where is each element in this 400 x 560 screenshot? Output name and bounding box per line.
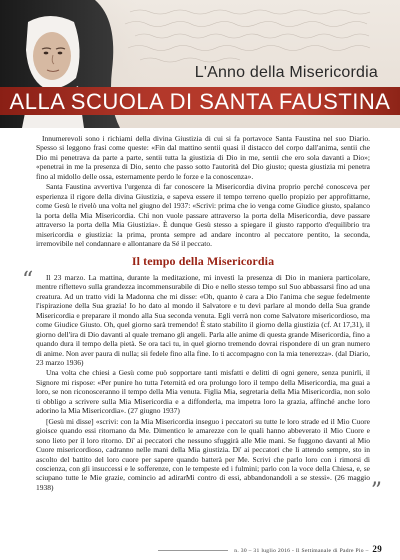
footer-rule xyxy=(158,550,228,551)
intro-paragraph-2: Santa Faustina avvertiva l'urgenza di far conoscere la Misericordia divina proprio perché conosceva per esperienza il rigore della divina Giustizia, e sapeva essere il tempo terreno quello propizio per approfittarne, come Gesù le rivelò una volta nel giugno del 1937: «Scrivi: prima che io venga come Giudice giusto, spalanco la porta della Mia Misericordia. Chi non vuole passare attraverso la porta della Misericordia, deve passare attraverso la porta della Mia Giustizia». È dunque Gesù stesso a spiegare il giusto rapporto d'equilibrio tra misericordia e giustizia: la prima, pronta sempre ad andare incontro al peccatore pentito, la seconda, irremovibile nel condannare e allontanare da Sé il peccato. xyxy=(36,182,370,248)
page-title: ALLA SCUOLA DI SANTA FAUSTINA xyxy=(9,89,391,114)
page-footer xyxy=(0,544,382,554)
article-body xyxy=(22,134,382,505)
open-quote-mark: “ xyxy=(22,267,34,293)
issue-info: n. 30 – 31 luglio 2016 - Il Settimanale di Padre Pio – xyxy=(234,548,369,554)
close-quote-mark: ” xyxy=(370,479,382,505)
quote-paragraph-2: Una volta che chiesi a Gesù come può sopportare tanti misfatti e delitti di ogni genere, senza punirli, il Signore mi rispose: «Per punire ho tutta l'eternità ed ora prolungo loro il tempo della Misericordia, ma guai a loro, se non riconosceranno il tempo della Mia venuta. Figlia Mia, segretaria della Mia Misericordia, non solo ti obbligo a scrivere sulla Mia Misericordia e a diffonderla, ma impetra loro la grazia, affinché anche loro adorino la Mia Misericordia». (27 giugno 1937) xyxy=(36,368,370,416)
section-heading: Il tempo della Misericordia xyxy=(131,254,275,269)
section-tagline: L'Anno della Misericordia xyxy=(194,64,378,81)
quote-block xyxy=(22,267,382,505)
quote-paragraph-3: [Gesù mi disse] «scrivi: con la Mia Misericordia inseguo i peccatori su tutte le loro strade ed il Mio Cuore gioisce quando essi ritornano da Me. Dimentico le amarezze con le quali hanno abbeverato il Mio Cuore e sono lieto per il loro ritorno. Di' ai peccatori che nessuno sfuggirà alle Mie mani. Se fuggono davanti al Mio Cuore misericordioso, cadranno nelle mani della Mia giustizia. Di' ai peccatori che li attendo sempre, sto in ascolto del battito del loro cuore per sapere quando batterà per Me. Scrivi che parlo loro con i rimorsi di coscienza, con gli insuccessi e le sofferenze, con le tempeste ed i fulmini; parlo con la voce della Chiesa, e, se sciupano tutte le Mie grazie, comincio ad adirarMi contro di essi, abbandonandoli a se stessi». (26 maggio 1938) xyxy=(36,416,370,492)
page-number: 29 xyxy=(372,544,382,554)
quote-paragraph-1: Il 23 marzo. La mattina, durante la meditazione, mi investì la presenza di Dio in maniera particolare, mentre riflettevo sulla grandezza incommensurabile di Dio e nello stesso tempo sul Suo abbassarsi fino ad una creatura. Ad un tratto vidi la Madonna che mi disse: «Oh, quanto è cara a Dio l'anima che segue fedelmente l'ispirazione della Sua grazia! Io ho dato al mondo il Salvatore e tu devi parlare al mondo della Sua grande Misericordia e preparare il mondo alla Sua seconda venuta. Egli verrà non come Salvatore misericordioso, ma come Giudice Giusto. Oh, quel giorno sarà tremendo! È stato stabilito il giorno della giustizia (cf. At 17,31), il giorno dell'ira di Dio davanti al quale tremano gli angeli. Parla alle anime di questa grande Misericordia, fino a quando dura il tempo della pietà. Se ora taci tu, in quel giorno tremendo dovrai rispondere di un gran numero di anime. Non aver paura di nulla; sii fedele fino alla fine. Io ti accompagno con la mia tenerezza». (dal Diario, 23 marzo 1936) xyxy=(36,272,370,367)
intro-paragraph-1: Innumerevoli sono i richiami della divina Giustizia di cui si fa portavoce Santa Faustina nel suo Diario. Spesso si leggono frasi come queste: «Fin dal mattino sentii quasi il distacco del corpo dall'anima, sentii che Dio mi penetrava da parte a parte, sentii tutta la giustizia di Dio in me, sentii che ero sola davanti a Dio»; «penetrai in me la presenza di Dio, sento che passo sotto l'autorità del Dio giusto; questa giustizia mi penetra fino al midollo delle ossa, esternamente perdo le forze e la conoscenza». xyxy=(36,134,370,181)
